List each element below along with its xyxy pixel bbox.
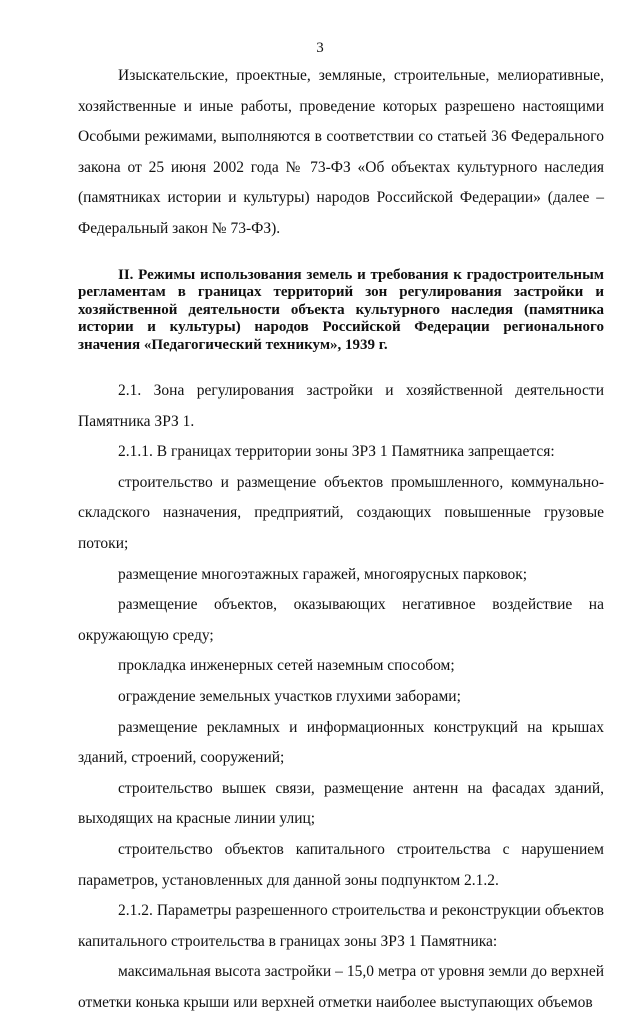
prohibition-item: размещение объектов, оказывающих негативное воздействие на окружающую среду;: [78, 596, 604, 644]
page-number: 3: [316, 40, 324, 56]
prohibition-item: размещение многоэтажных гаражей, многоярусных парковок;: [118, 565, 528, 583]
prohibition-item: размещение рекламных и информационных конструкций на крышах зданий, строений, сооружений;: [78, 718, 604, 767]
clause-2-1-1: 2.1.1. В границах территории зоны ЗРЗ 1 Памятника запрещается:: [118, 443, 555, 461]
prohibition-item: ограждение земельных участков глухими заборами;: [118, 688, 461, 705]
document-body: [78, 61, 604, 1019]
prohibition-item: строительство объектов капитального строительства с нарушением параметров, установленных для данной зоны подпунктом 2.1.2.: [78, 840, 604, 889]
intro-paragraph: Изыскательские, проектные, земляные, строительные, мелиоративные, хозяйственные и иные работы, проведение которых разрешено настоящими Особыми режимами, выполняются в соответствии со статьей 36 Федерального закона от 25 июня 2002 года № 73-ФЗ «Об объектах культурного наследия (памятниках истории и культуры) народов Российской Федерации» (далее – Федеральный закон № 73-ФЗ).: [78, 67, 604, 237]
clause-2-1: 2.1. Зона регулирования застройки и хозяйственной деятельности Памятника ЗРЗ 1.: [78, 382, 604, 430]
prohibition-item: строительство вышек связи, размещение антенн на фасадах зданий, выходящих на красные линии улиц;: [78, 779, 604, 828]
prohibition-item: строительство и размещение объектов промышленного, коммунально-складского назначения, предприятий, создающих повышенные грузовые потоки;: [78, 473, 604, 553]
parameter-item: максимальная высота застройки – 15,0 метра от уровня земли до верхней отметки конька крыши или верхней отметки наиболее выступающих объемов: [78, 963, 604, 1011]
clause-2-1-2: 2.1.2. Параметры разрешенного строительства и реконструкции объектов капитального строительства в границах зоны ЗРЗ 1 Памятника:: [78, 902, 604, 950]
prohibition-item: прокладка инженерных сетей наземным способом;: [118, 657, 455, 675]
section-heading: II. Режимы использования земель и требования к градостроительным регламентам в границах территорий зон регулирования застройки и хозяйственной деятельности объекта культурного наследия (памятника истории и культуры) народов Российской Федерации регионального значения «Педагогический техникум», 1939 г.: [78, 266, 604, 353]
